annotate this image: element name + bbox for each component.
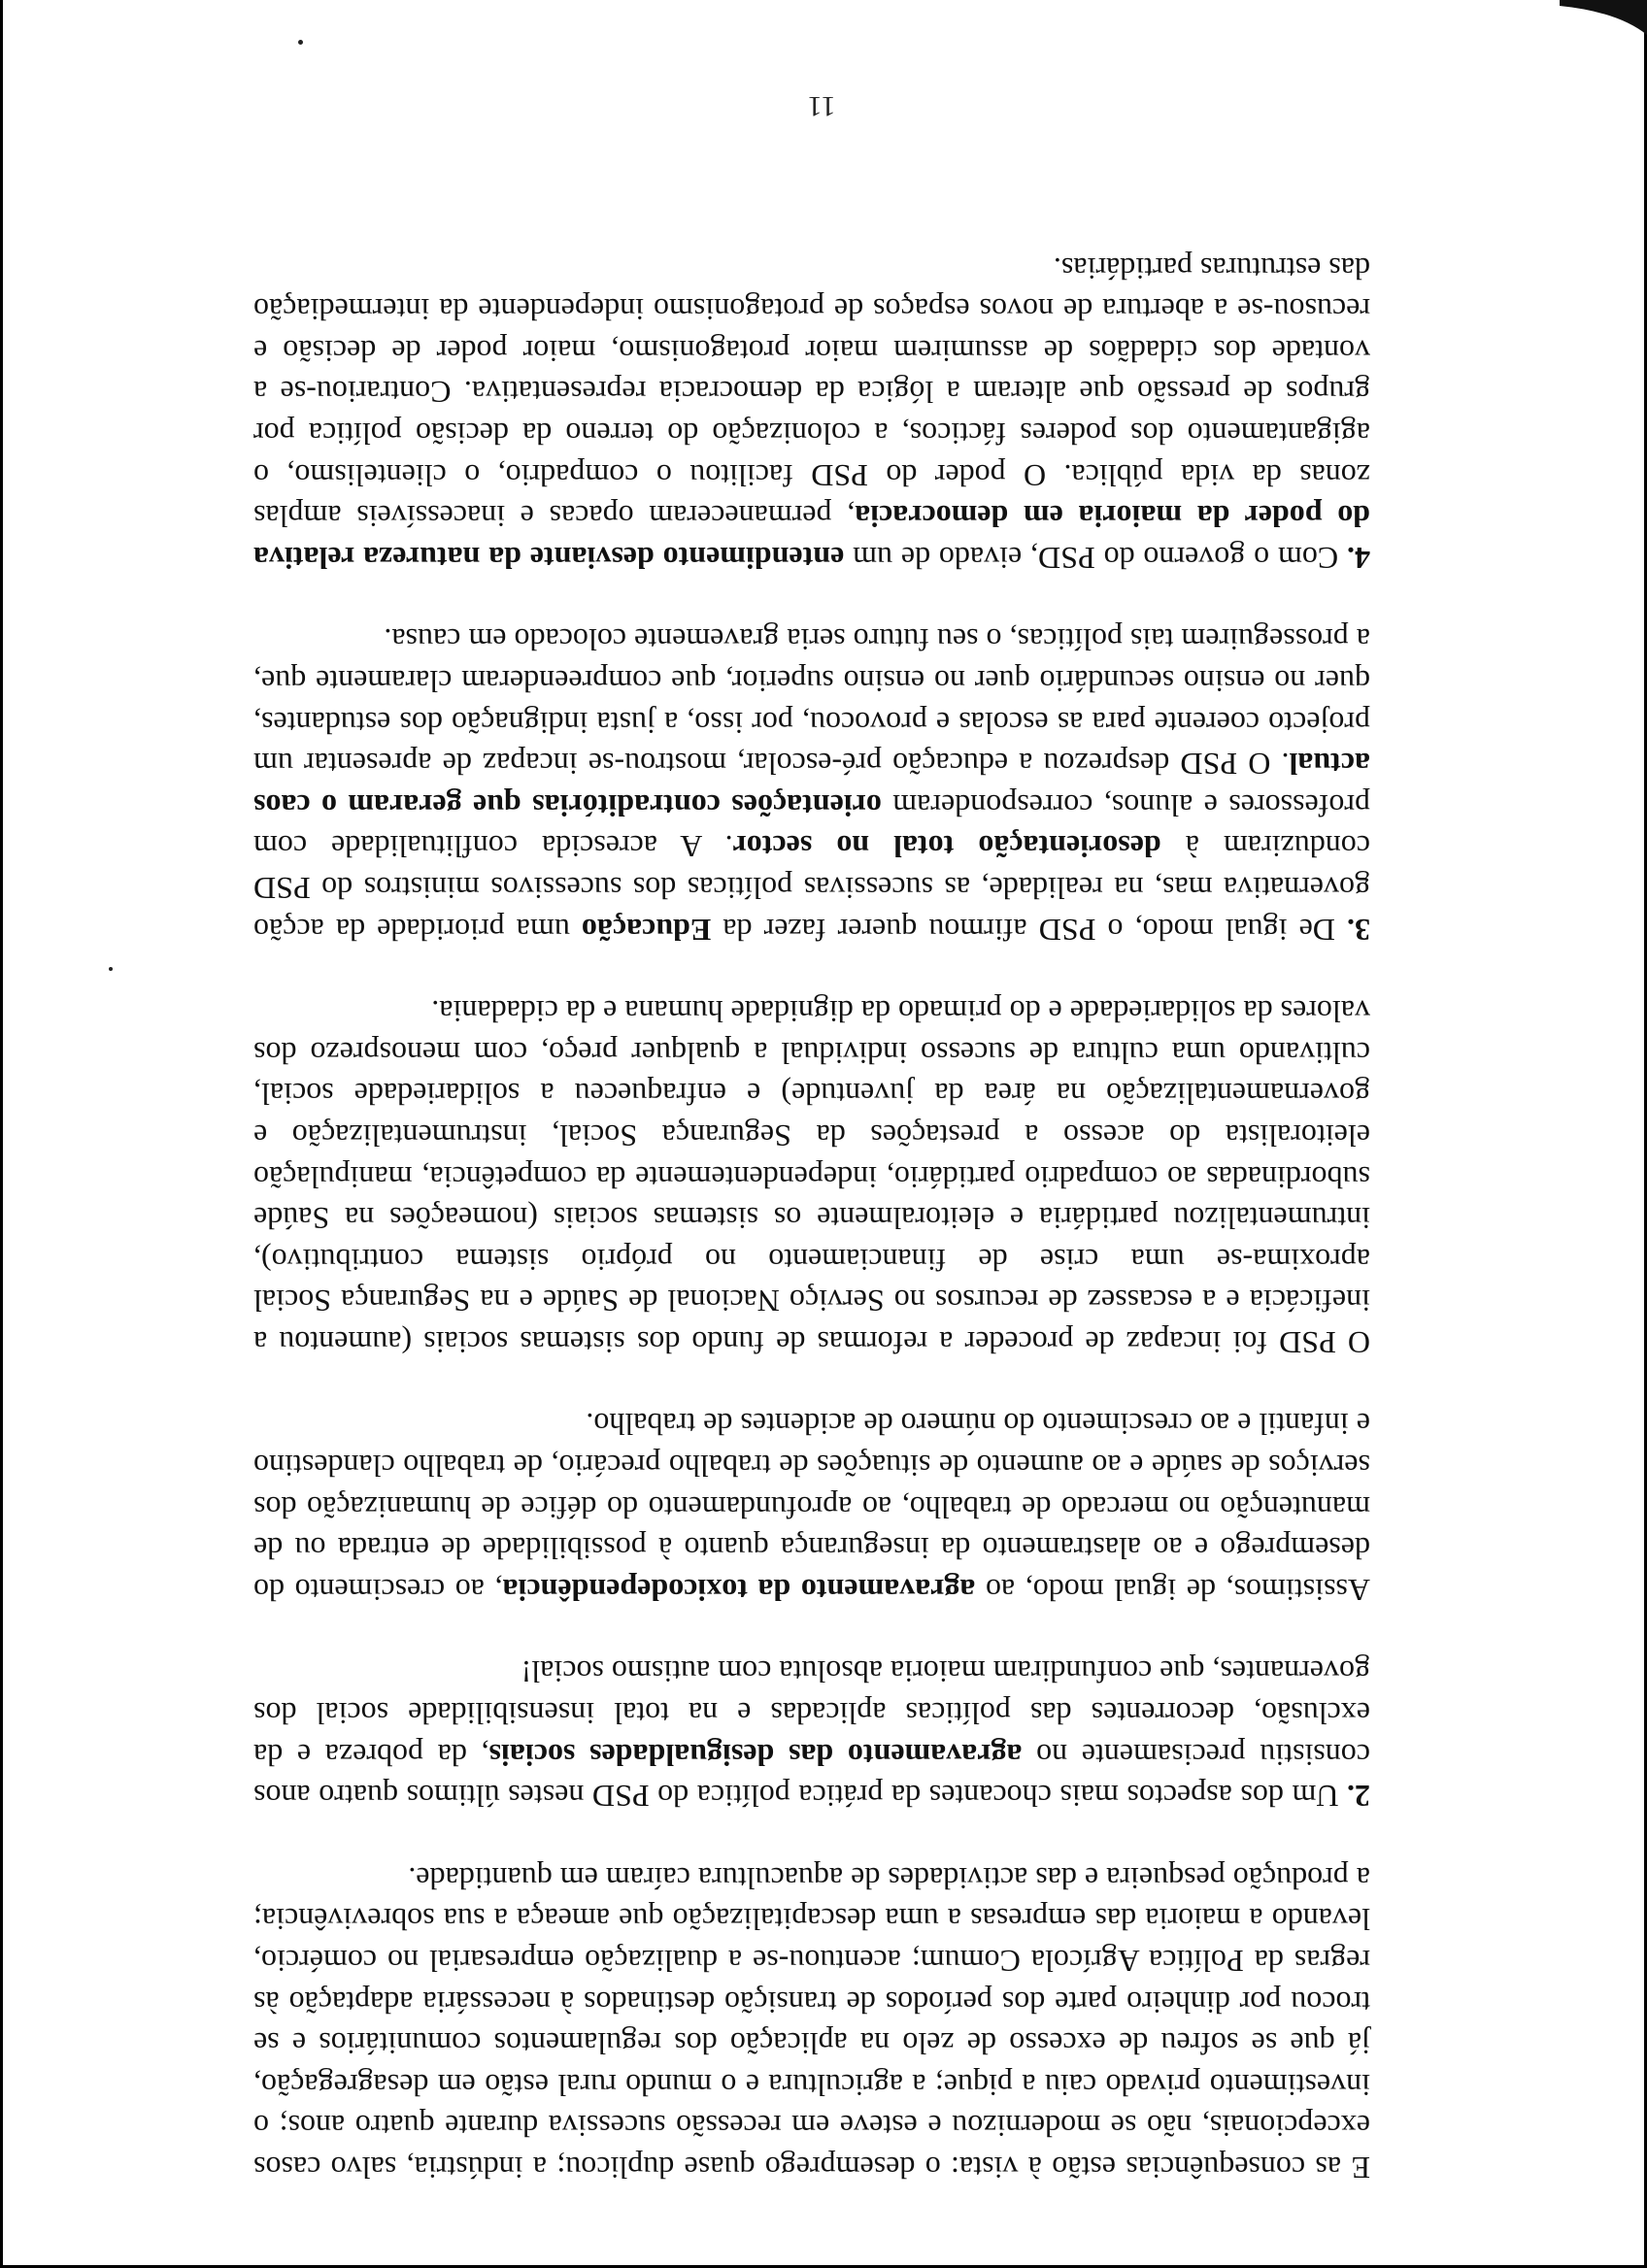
paragraph xyxy=(253,1857,1370,2188)
text-run: Um dos aspectos mais chocantes da prática política do PSD nestes últimos quatro anos consistiu precisamente no xyxy=(253,1737,1370,1815)
page-number: 11 xyxy=(807,90,836,122)
text-run: , da pobreza e da exclusão, decorrentes das políticas aplicadas e na total insensibilidade social dos governantes, que confundiram maioria absoluta com autismo social! xyxy=(252,1654,1370,1773)
text-run: E as consequências estão à vista: o desemprego quase duplicou; a indústria, salvo casos excepcionais, não se modernizou e esteve em recessão sucessiva durante quatro anos; o investimento privado caiu a pique; a agricultura e o mundo rural estão em desagregação, já que se sofreu de excesso de zelo na aplicação dos regulamentos comunitários e se trocou por dinheiro parte dos períodos de transição destinados à necessária adaptação às regras da Política Agrícola Comum; acentuou-se a dualização empresarial no comércio, levando a maioria das empresas a uma descapitalização que ameaça a sua sobrevivência; a produção pesqueira e das actividades de aquacultura caíram em quantidade. xyxy=(253,1860,1370,2185)
bold-text: desorientação total no sector xyxy=(732,829,1161,865)
text-run: . A acrescida conflitualidade com professores e alunos, corresponderam xyxy=(252,787,1370,865)
text-run: Com o governo do PSD, eivado de um xyxy=(844,540,1347,576)
text-run: , permaneceram opacas e inacessíveis amplas zonas da vida pública. O poder do PSD facilitou o compadrio, o clientelismo, o agigantamento dos poderes fácticos, a colonização do terreno da decisão política por grupos de pressão que alteram a lógica da democracia representativa. Contrariou-se a vontade dos cidadãos de assumirem maior protagonismo, maior poder de decisão e recusou-se a abertura de novos espaços de protagonismo independente da intermediação das estruturas partidárias. xyxy=(252,250,1370,535)
paragraph xyxy=(253,1651,1370,1817)
text-run: De igual modo, o PSD afirmou querer fazer da xyxy=(711,912,1347,948)
paragraph xyxy=(253,991,1370,1363)
bold-text: orientações contraditórias que geraram o caos actual xyxy=(252,747,1370,823)
scan-corner-mark xyxy=(1560,0,1647,35)
text-run: uma prioridade da acção governativa mas, na realidade, as sucessivas políticas dos sucessivos ministros do PSD conduziram à xyxy=(252,829,1370,948)
scan-speck xyxy=(109,967,113,971)
text-run: . O PSD desprezou a educação pré-escolar, mostrou-se incapaz de apresentar um projecto coerente para as escolas e provocou, por isso, a justa indignação dos estudantes, quer no ensino secundário quer no ensino superior, que compreenderam claramente que, a prosseguirem tais políticas, o seu futuro seria gravemente colocado em causa. xyxy=(253,622,1370,783)
bold-text: entendimento desviante da natureza relativa do poder da maioria em democracia xyxy=(252,499,1370,576)
paragraph xyxy=(253,619,1370,951)
bold-text: agravamento da toxicodependência xyxy=(502,1572,976,1608)
scan-speck xyxy=(298,40,303,45)
text-run: , ao crescimento do desemprego e ao alastramento da insegurança quanto à possibilidade de entrada ou de manutenção no mercado de trabalho, ao aprofundamento do défice de humanização dos serviços de saúde e ao aumento de situações de trabalho precário, de trabalho clandestino e infantil e ao crescimento do número de acidentes de trabalho. xyxy=(252,1407,1370,1608)
bold-text: agravamento das desigualdades sociais xyxy=(488,1737,1023,1773)
paragraph xyxy=(253,248,1370,579)
text-run: O PSD foi incapaz de proceder a reformas de fundo dos sistemas sociais (aumentou a ineficácia e a escassez de recursos no Serviço Nacional de Saúde e na Segurança Social aproxima-se uma crise de financiamento no próprio sistema contributivo), intrumentalizou partidária e eleitoralmente os sistemas sociais (nomeações na Saúde subordinadas ao compadrio partidário, independentemente da competência, manipulação eleitoralista do acesso a prestações da Segurança Social, instrumentalização e governamentalização na área da juventude) e enfraqueceu a solidariedade social, cultivando uma cultura de sucesso individual a qualquer preço, com menosprezo dos valores da solidariedade e do primado da dignidade humana e da cidadania. xyxy=(253,994,1370,1360)
document-body xyxy=(253,207,1370,2188)
bold-text: 3. xyxy=(1347,912,1370,948)
paragraph xyxy=(253,1404,1370,1611)
bold-text: 4. xyxy=(1347,540,1370,576)
text-run: Assistimos, de igual modo, ao xyxy=(975,1572,1370,1608)
bold-text: Educação xyxy=(581,912,712,948)
scan-border-right xyxy=(0,0,3,2268)
bold-text: 2. xyxy=(1347,1779,1370,1815)
